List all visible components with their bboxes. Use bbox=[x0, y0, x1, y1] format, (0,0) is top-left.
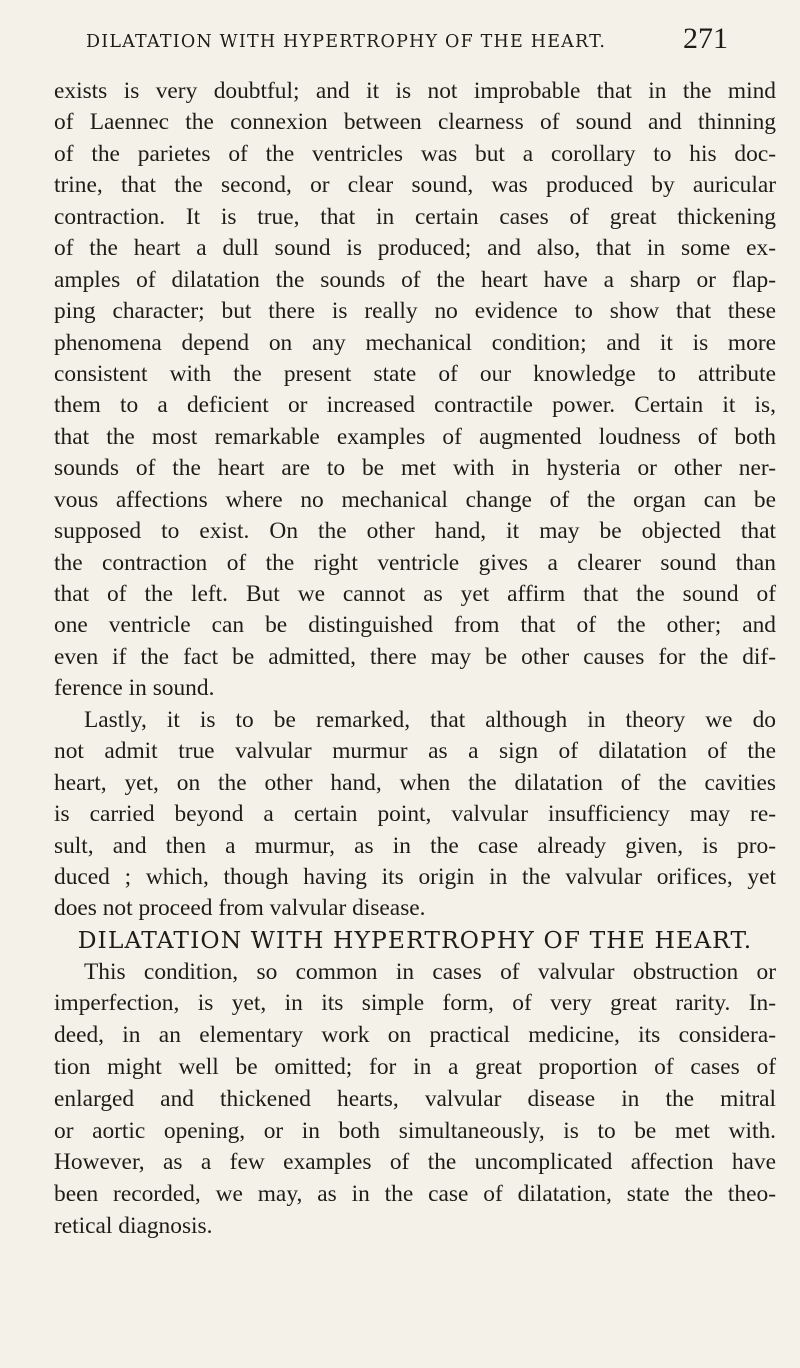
text-line: imperfection, is yet, in its simple form, of very great rarity. In- bbox=[54, 990, 776, 1017]
text-line: them to a deficient or increased contractile power. Certain it is, bbox=[54, 392, 776, 419]
text-line: that the most remarkable examples of augmented loudness of both bbox=[54, 423, 776, 450]
text-line: vous affections where no mechanical change of the organ can be bbox=[54, 486, 776, 513]
text-line: is carried beyond a certain point, valvular insufficiency may re- bbox=[54, 801, 776, 828]
text-line: of the heart a dull sound is produced; and also, that in some ex- bbox=[54, 235, 776, 262]
text-line: phenomena depend on any mechanical condition; and it is more bbox=[54, 329, 776, 356]
text-line: heart, yet, on the other hand, when the dilatation of the cavities bbox=[54, 769, 776, 796]
text-line: been recorded, we may, as in the case of dilatation, state the theo- bbox=[54, 1181, 776, 1208]
text-line: even if the fact be admitted, there may be other causes for the dif- bbox=[54, 643, 776, 670]
text-line: ference in sound. bbox=[54, 675, 215, 702]
text-line: or aortic opening, or in both simultaneously, is to be met with. bbox=[54, 1117, 776, 1144]
text-line: ping character; but there is really no evidence to show that these bbox=[54, 298, 776, 325]
text-line: Lastly, it is to be remarked, that although in theory we do bbox=[84, 706, 776, 733]
text-line: tion might well be omitted; for in a great proportion of cases of bbox=[54, 1054, 776, 1080]
page-number: 271 bbox=[683, 22, 728, 55]
paragraph-2 bbox=[54, 705, 776, 925]
text-line: This condition, so common in cases of valvular obstruction or bbox=[84, 958, 776, 985]
running-title: DILATATION WITH HYPERTROPHY OF THE HEART. bbox=[86, 32, 607, 52]
text-line: contraction. It is true, that in certain cases of great thickening bbox=[54, 203, 776, 230]
text-line: duced ; which, though having its origin in the valvular orifices, yet bbox=[54, 863, 776, 890]
text-line: However, as a few examples of the uncomplicated affection have bbox=[54, 1149, 776, 1176]
text-line: exists is very doubtful; and it is not improbable that in the mind bbox=[54, 78, 776, 104]
text-line: supposed to exist. On the other hand, it may be objected that bbox=[54, 518, 776, 545]
running-head bbox=[0, 22, 800, 62]
text-line: the contraction of the right ventricle gives a clearer sound than bbox=[54, 549, 776, 576]
section-heading: DILATATION WITH HYPERTROPHY OF THE HEART. bbox=[77, 925, 753, 954]
section-dilatation-with-hypertrophy bbox=[54, 925, 776, 1243]
text-line: deed, in an elementary work on practical medicine, its considera- bbox=[54, 1022, 776, 1049]
text-line: enlarged and thickened hearts, valvular disease in the mitral bbox=[54, 1085, 776, 1112]
text-line: of the parietes of the ventricles was but a corollary to his doc- bbox=[54, 140, 776, 167]
text-line: of Laennec the connexion between clearness of sound and thinning bbox=[54, 109, 776, 136]
text-line: one ventricle can be distinguished from that of the other; and bbox=[54, 612, 776, 639]
text-line: sounds of the heart are to be met with in hysteria or other ner- bbox=[54, 455, 776, 482]
text-line: sult, and then a murmur, as in the case already given, is pro- bbox=[54, 832, 776, 859]
text-line: amples of dilatation the sounds of the heart have a sharp or flap- bbox=[54, 266, 776, 293]
text-line: retical diagnosis. bbox=[54, 1212, 213, 1239]
text-line: consistent with the present state of our knowledge to attribute bbox=[54, 360, 776, 387]
text-line: trine, that the second, or clear sound, was produced by auricular bbox=[54, 172, 776, 199]
paragraph-1 bbox=[54, 76, 776, 705]
text-line: that of the left. But we cannot as yet affirm that the sound of bbox=[54, 581, 776, 607]
body-text bbox=[54, 76, 776, 1243]
text-line: does not proceed from valvular disease. bbox=[54, 895, 426, 922]
text-line: not admit true valvular murmur as a sign of dilatation of the bbox=[54, 738, 776, 765]
